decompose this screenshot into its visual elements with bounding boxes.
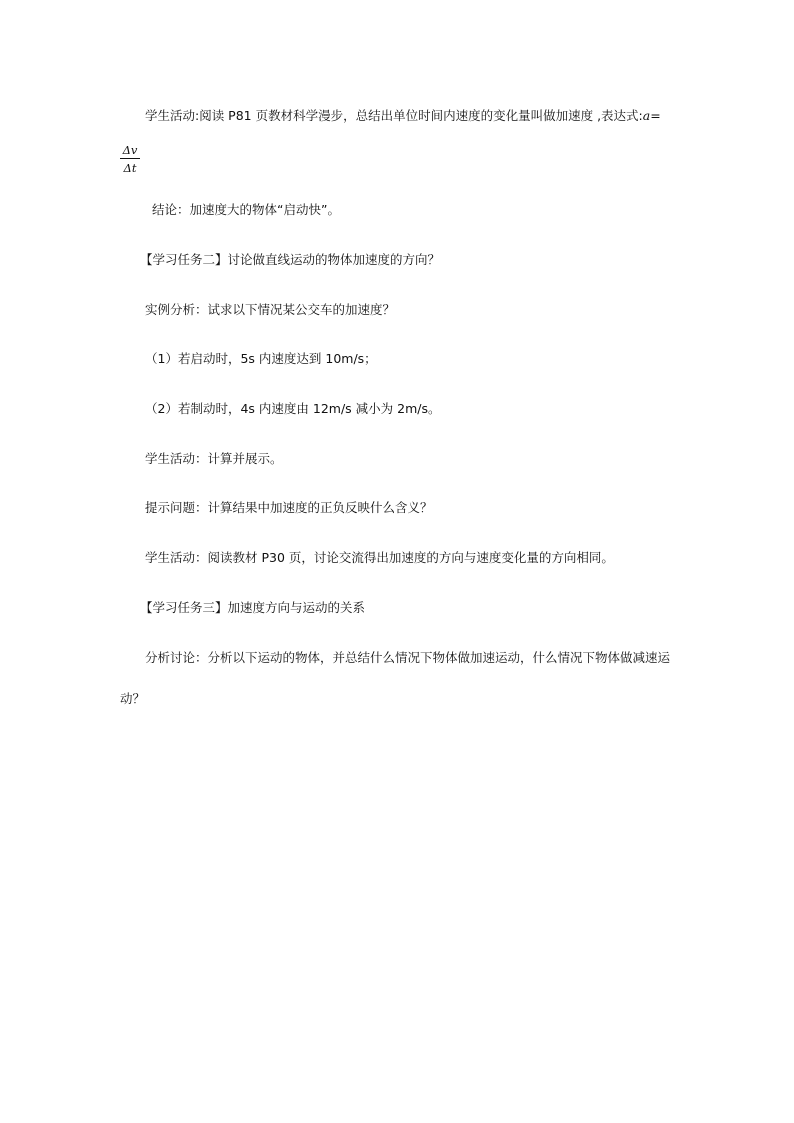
heading-task-three: 【学习任务三】加速度方向与运动的关系 — [140, 600, 366, 615]
acceleration-formula-fraction — [120, 143, 140, 175]
fraction-numerator: Δv — [122, 143, 138, 157]
paragraph-conclusion: 结论：加速度大的物体“启动快”。 — [152, 202, 340, 217]
paragraph-case-one: （1）若启动时，5s 内速度达到 10m/s； — [145, 351, 377, 366]
paragraph-discussion-line1: 分析讨论：分析以下运动的物体，并总结什么情况下物体做加速运动，什么情况下物体做减速运 — [145, 650, 671, 665]
paragraph-discussion-line2: 动？ — [120, 691, 146, 706]
paragraph-case-two: （2）若制动时，4s 内速度由 12m/s 减小为 2m/s。 — [145, 401, 441, 416]
reading-activity-text: 学生活动:阅读 P81 页教材科学漫步，总结出单位时间内速度的变化量叫做加速度 ,表达式: — [145, 108, 643, 123]
paragraph-student-calc: 学生活动：计算并展示。 — [145, 451, 283, 466]
paragraph-reading-activity — [145, 108, 661, 124]
paragraph-reading-p30: 学生活动：阅读教材 P30 页，讨论交流得出加速度的方向与速度变化量的方向相同。 — [145, 550, 614, 565]
fraction-denominator: Δt — [123, 161, 137, 175]
fraction-bar — [120, 158, 140, 159]
heading-task-two: 【学习任务二】讨论做直线运动的物体加速度的方向？ — [140, 252, 441, 267]
paragraph-hint-question: 提示问题：计算结果中加速度的正负反映什么含义？ — [145, 500, 433, 515]
paragraph-example-analysis: 实例分析：试求以下情况某公交车的加速度？ — [145, 302, 396, 317]
equals-sign: = — [650, 108, 661, 123]
acceleration-symbol: a — [642, 108, 651, 123]
